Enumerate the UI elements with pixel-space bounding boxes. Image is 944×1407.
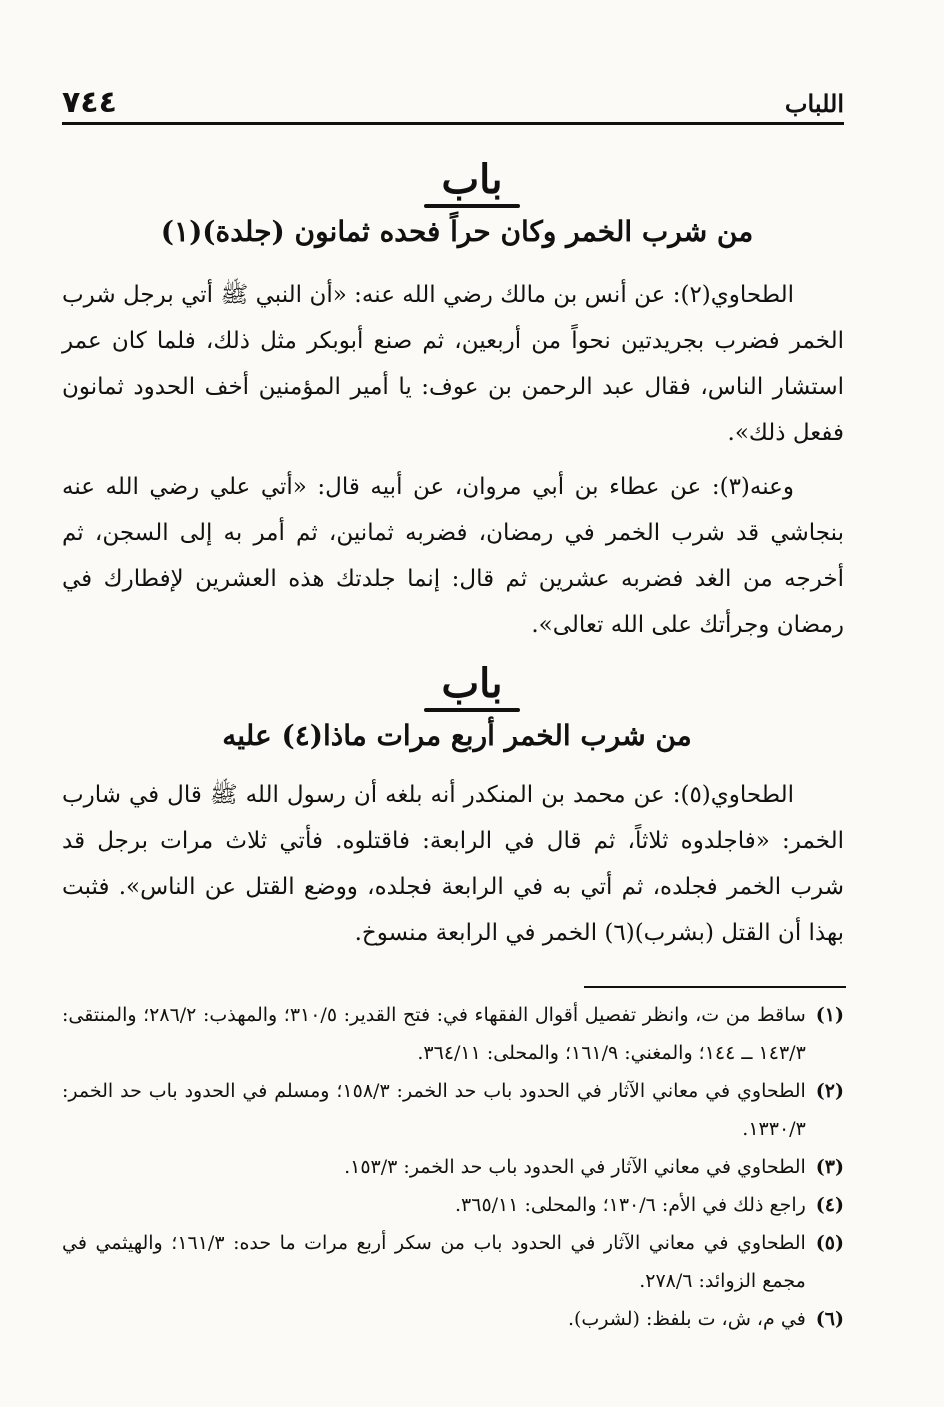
section-1-paragraph-1	[62, 272, 844, 456]
footnote-separator	[584, 986, 846, 988]
footnote-text: الطحاوي في معاني الآثار في الحدود باب حد الخمر: ١٥٨/٣؛ ومسلم في الحدود باب حد الخمر: ١٣٣٠/٣.	[62, 1080, 806, 1140]
footnote-number: (٣)	[815, 1156, 844, 1178]
footnote-number: (٤)	[815, 1194, 844, 1216]
section-1-heading: من شرب الخمر وكان حراً فحده ثمانون (جلدة)(١)	[160, 215, 754, 248]
paragraph-text: وعنه(٣): عن عطاء بن أبي مروان، عن أبيه قال: «أتي علي رضي الله عنه بنجاشي قد شرب الخمر في رمضان، فضربه ثمانين، ثم أمر به إلى السجن، ثم أخرجه من الغد فضربه عشرين ثم قال: إنما جلدتك هذه العشرين لإفطارك في رمضان وجرأتك على الله تعالى».	[62, 474, 844, 638]
footnotes-list	[62, 996, 844, 1338]
footnote-item	[62, 1224, 844, 1300]
paragraph-text: الطحاوي(٢): عن أنس بن مالك رضي الله عنه: «أن النبي ﷺ أتي برجل شرب الخمر فضرب بجريدتين نحواً من أربعين، ثم صنع أبوبكر مثل ذلك، فلما كان عمر استشار الناس، فقال عبد الرحمن بن عوف: يا أمير المؤمنين أخف الحدود ثمانون ففعل ذلك».	[62, 282, 844, 446]
section-1-bab	[0, 156, 944, 208]
footnote-text: الطحاوي في معاني الآثار في الحدود باب حد الخمر: ١٥٣/٣.	[344, 1156, 806, 1178]
footnote-item	[62, 1072, 844, 1148]
bab-underline	[424, 204, 520, 208]
section-2-heading: من شرب الخمر أربع مرات ماذا(٤) عليه	[222, 719, 692, 752]
section-2-bab	[0, 660, 944, 712]
section-2-paragraph-1	[62, 772, 844, 956]
footnote-text: الطحاوي في معاني الآثار في الحدود باب من سكر أربع مرات ما حده: ١٦١/٣؛ والهيثمي في مجمع الزوائد: ٢٧٨/٦.	[62, 1232, 806, 1292]
page-number: ٧٤٤	[62, 85, 117, 120]
footnote-text: راجع ذلك في الأم: ١٣٠/٦؛ والمحلى: ٣٦٥/١١.	[454, 1194, 806, 1216]
footnote-text: ساقط من ت، وانظر تفصيل أقوال الفقهاء في: فتح القدير: ٣١٠/٥؛ والمهذب: ٢٨٦/٢؛ والمنتقى: ١٤٣/٣ ــ ١٤٤؛ والمغني: ١٦١/٩؛ والمحلى: ٣٦٤/١١.	[62, 1004, 806, 1064]
footnote-item	[62, 1300, 844, 1338]
footnote-item	[62, 1186, 844, 1224]
footnote-item	[62, 1148, 844, 1186]
paragraph-text: الطحاوي(٥): عن محمد بن المنكدر أنه بلغه أن رسول الله ﷺ قال في شارب الخمر: «فاجلدوه ثلاثاً، ثم قال في الرابعة: فاقتلوه. فأتي ثلاث مرات برجل قد شرب الخمر فجلده، ثم أتي به في الرابعة فجلده، ووضع القتل عن الناس». فثبت بهذا أن القتل (بشرب)(٦) الخمر في الرابعة منسوخ.	[62, 782, 844, 946]
page-header	[62, 82, 844, 125]
section-1-paragraph-2	[62, 464, 844, 648]
bab-label: باب	[441, 156, 503, 203]
bab-underline	[424, 708, 520, 712]
footnote-number: (٦)	[815, 1308, 844, 1330]
footnote-text: في م، ش، ت بلفظ: (لشرب).	[567, 1308, 806, 1330]
footnote-number: (٢)	[815, 1080, 844, 1102]
footnote-number: (١)	[815, 1004, 844, 1026]
running-title: اللباب	[784, 89, 844, 118]
bab-label: باب	[441, 660, 503, 707]
footnote-number: (٥)	[815, 1232, 844, 1254]
footnote-item	[62, 996, 844, 1072]
